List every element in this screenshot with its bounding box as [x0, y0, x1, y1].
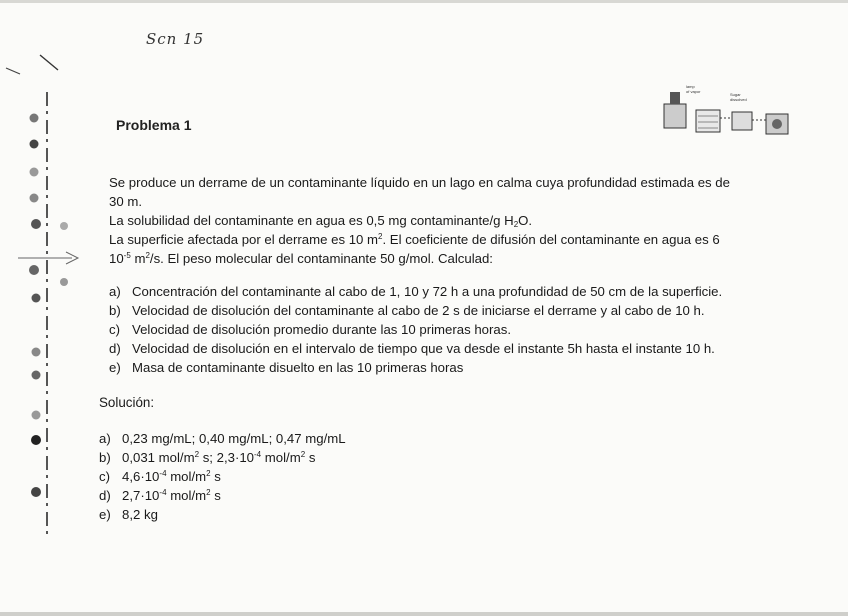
answer-item: d) $2,7\cdot 10^{-4}$ mol/$m^2$ s: [99, 488, 221, 503]
question-item: c) Velocidad de disolución promedio durante las 10 primeras horas.: [109, 322, 511, 337]
answer-item: a) 0,23 mg/mL; 0,40 mg/mL; 0,47 mg/mL: [99, 431, 346, 446]
scan-edge-top: [0, 0, 848, 3]
figure-label-lamp: lamp of vapor: [686, 84, 701, 94]
binder-holes-decoration: [0, 0, 90, 616]
dissolution-apparatus-figure: [660, 82, 810, 144]
answer-item: e) 8,2 kg: [99, 507, 158, 522]
question-list: [109, 282, 722, 377]
statement-line: $10^{-5}$ $m^2/s$. El peso molecular del contaminante 50 g/mol. Calculad:: [109, 251, 493, 266]
question-item: b) Velocidad de disolución del contaminante al cabo de 2 s de iniciarse el derrame y al cabo de 10 h.: [109, 303, 705, 318]
statement-line: Se produce un derrame de un contaminante líquido en un lago en calma cuya profundidad estimada es de: [109, 175, 730, 190]
question-item: a) Concentración del contaminante al cabo de 1, 10 y 72 h a una profundidad de 50 cm de la superficie.: [109, 284, 723, 299]
statement-line: La solubilidad del contaminante en agua es 0,5 mg contaminante/g $H_2O$.: [109, 213, 533, 229]
answer-item: b) 0,031 mol/$m^2$ s; $2,3\cdot 10^{-4}$ mol/$m^2$ s: [99, 450, 316, 465]
answer-list: [99, 429, 346, 524]
problem-title: Problema 1: [116, 117, 192, 133]
scan-edge-bottom: [0, 612, 848, 616]
statement-line: 30 m.: [109, 194, 142, 209]
handwritten-note: Scn 15: [146, 30, 205, 48]
question-item: e) Masa de contaminante disuelto en las 10 primeras horas: [109, 360, 464, 375]
statement-line: La superficie afectada por el derrame es 10 $m^2$. El coeficiente de difusión del contaminante en agua es 6: [109, 232, 720, 247]
figure-label-sugar: Sugar dissolved: [730, 92, 747, 102]
question-item: d) Velocidad de disolución en el intervalo de tiempo que va desde el instante 5h hasta el instante 10 h.: [109, 341, 715, 356]
solution-title: Solución:: [99, 395, 155, 410]
problem-statement: [109, 173, 777, 268]
answer-item: c) $4,6\cdot 10^{-4}$ mol/$m^2$ s: [99, 469, 221, 484]
